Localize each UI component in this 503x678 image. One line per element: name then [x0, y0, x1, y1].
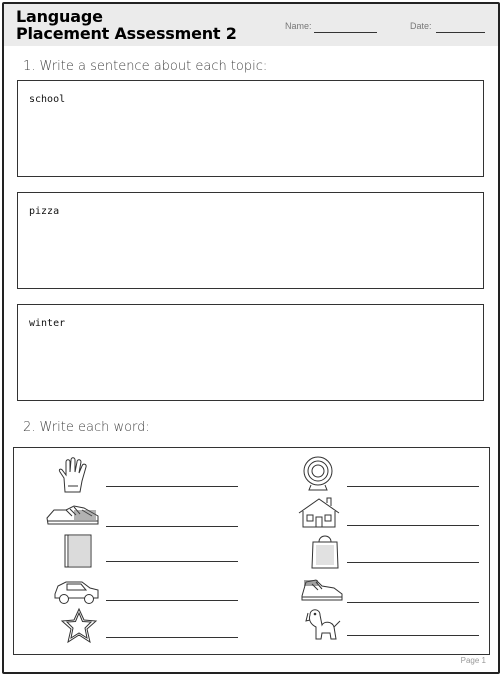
shoe-icon — [44, 496, 100, 534]
title-line-2: Placement Assessment 2 — [16, 24, 237, 43]
write-line[interactable] — [106, 486, 238, 487]
bag-icon — [308, 532, 358, 570]
title-line-1: Language — [16, 7, 103, 26]
write-line[interactable] — [347, 486, 479, 487]
topic-box-pizza[interactable] — [17, 192, 484, 289]
write-line[interactable] — [106, 600, 238, 601]
write-line[interactable] — [347, 525, 479, 526]
write-line[interactable] — [347, 562, 479, 563]
page-number: Page 1 — [460, 656, 486, 665]
topic-box-school[interactable] — [17, 80, 484, 177]
date-label: Date: — [410, 21, 432, 31]
page-title — [16, 8, 237, 42]
car-icon — [52, 570, 102, 608]
write-line[interactable] — [106, 637, 238, 638]
write-line[interactable] — [106, 526, 238, 527]
topic-label: pizza — [29, 206, 60, 217]
house-icon — [297, 495, 347, 533]
section2-heading: 2. Write each word: — [23, 420, 150, 435]
date-field[interactable] — [436, 32, 485, 33]
hand-icon — [50, 456, 100, 494]
topic-box-winter[interactable] — [17, 304, 484, 401]
write-line[interactable] — [347, 602, 479, 603]
topic-label: school — [29, 94, 66, 105]
name-field[interactable] — [314, 32, 377, 33]
book-icon — [57, 531, 107, 569]
write-line[interactable] — [347, 635, 479, 636]
section1-heading: 1. Write a sentence about each topic: — [23, 59, 268, 74]
name-label: Name: — [285, 21, 312, 31]
star-icon — [60, 607, 110, 645]
write-line[interactable] — [106, 561, 238, 562]
clock-icon — [298, 456, 348, 494]
topic-label: winter — [29, 318, 66, 329]
dog-icon — [304, 605, 354, 643]
